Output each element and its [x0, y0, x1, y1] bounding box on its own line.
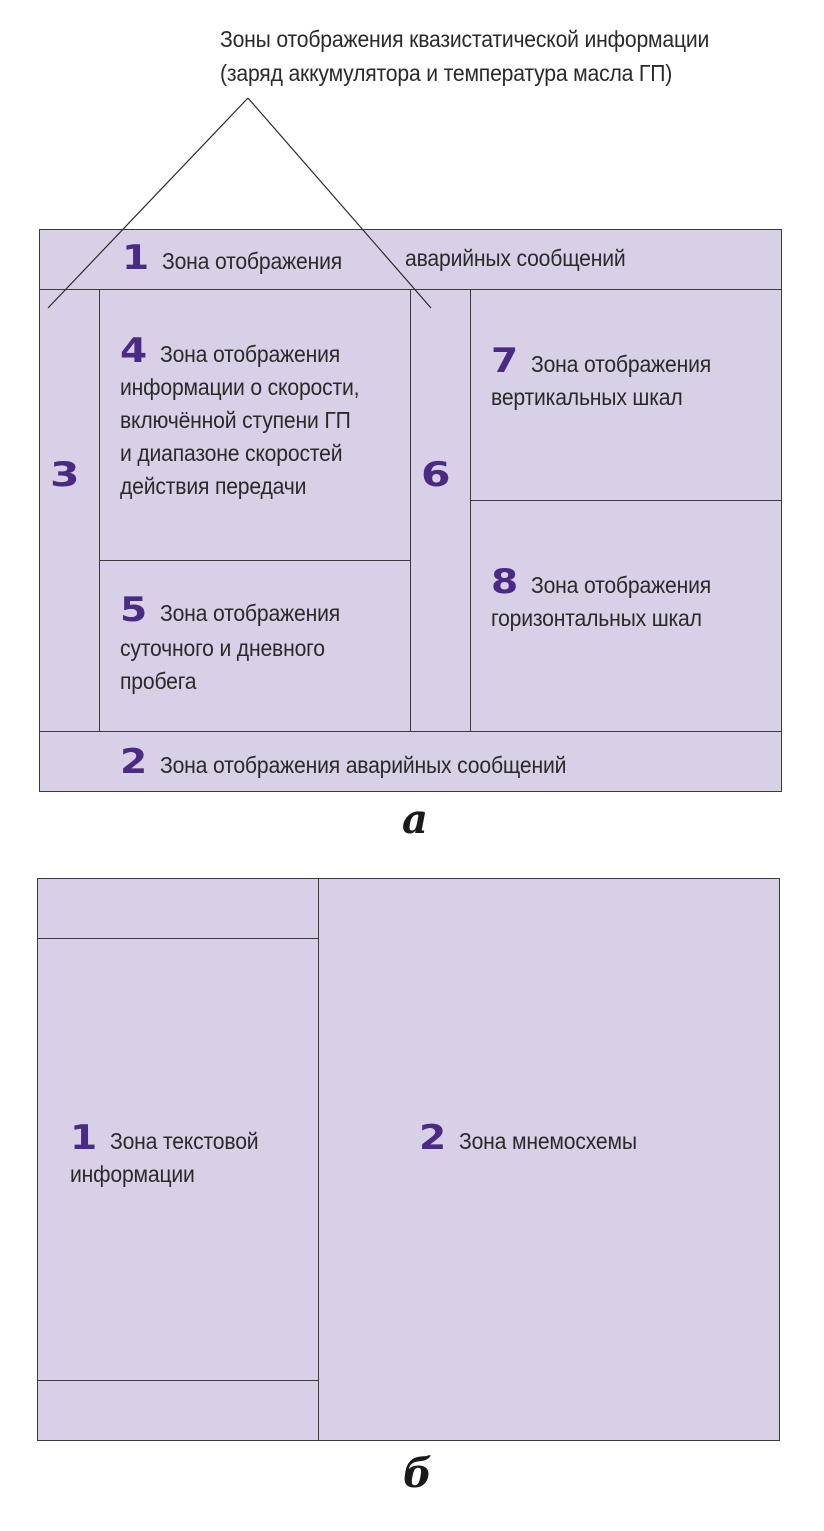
- zone-5-line-1: Зона отображения: [159, 600, 341, 626]
- zone-b-left-top-strip: [37, 878, 319, 939]
- callout-line-1: Зоны отображения квазистатической информации: [220, 26, 710, 52]
- zone-4-line-2: информации о скорости,: [120, 374, 360, 400]
- zone-1-text-a: Зона отображения: [161, 248, 343, 274]
- zone-b-1-number: 1: [70, 1118, 97, 1158]
- zone-b-2-text: Зона мнемосхемы: [458, 1128, 637, 1154]
- zone-2-text: Зона отображения аварийных сообщений: [159, 752, 567, 778]
- zone-b-2-mnemonic: [318, 878, 780, 1441]
- zone-7-number: 7: [491, 341, 518, 381]
- zone-1-number: 1: [122, 238, 149, 278]
- zone-4-line-1: Зона отображения: [159, 341, 341, 367]
- zone-7-line-2: вертикальных шкал: [491, 384, 683, 410]
- zone-b-left-bottom-strip: [37, 1380, 319, 1441]
- zone-8-line-1: Зона отображения: [530, 572, 712, 598]
- zone-b-1-line-2: информации: [70, 1161, 195, 1187]
- zone-4-line-3: включённой ступени ГП: [120, 407, 351, 433]
- zone-b-1-text-info: [37, 938, 319, 1381]
- zone-5-number: 5: [120, 590, 147, 630]
- leader-line-right: [248, 98, 431, 308]
- diagram-a-label: а: [402, 796, 428, 843]
- callout-line-2: (заряд аккумулятора и температура масла ГП): [220, 60, 673, 86]
- zone-6-number: 6: [421, 455, 451, 495]
- zone-5-line-3: пробега: [120, 668, 197, 694]
- zone-5-line-2: суточного и дневного: [120, 635, 325, 661]
- zone-3-number: 3: [50, 455, 80, 495]
- zone-1-text-b: аварийных сообщений: [405, 245, 626, 271]
- zone-b-2-number: 2: [419, 1118, 446, 1158]
- zone-8-number: 8: [491, 562, 518, 602]
- zone-8-line-2: горизонтальных шкал: [491, 605, 702, 631]
- diagram-b-label: б: [403, 1450, 432, 1497]
- zone-4-line-4: и диапазоне скоростей: [120, 440, 343, 466]
- zone-4-line-5: действия передачи: [120, 473, 307, 499]
- zone-b-1-line-1: Зона текстовой: [109, 1128, 259, 1154]
- zone-7-line-1: Зона отображения: [530, 351, 712, 377]
- zone-2-number: 2: [120, 742, 147, 782]
- zone-4-number: 4: [120, 331, 147, 371]
- leader-line-left: [48, 98, 248, 308]
